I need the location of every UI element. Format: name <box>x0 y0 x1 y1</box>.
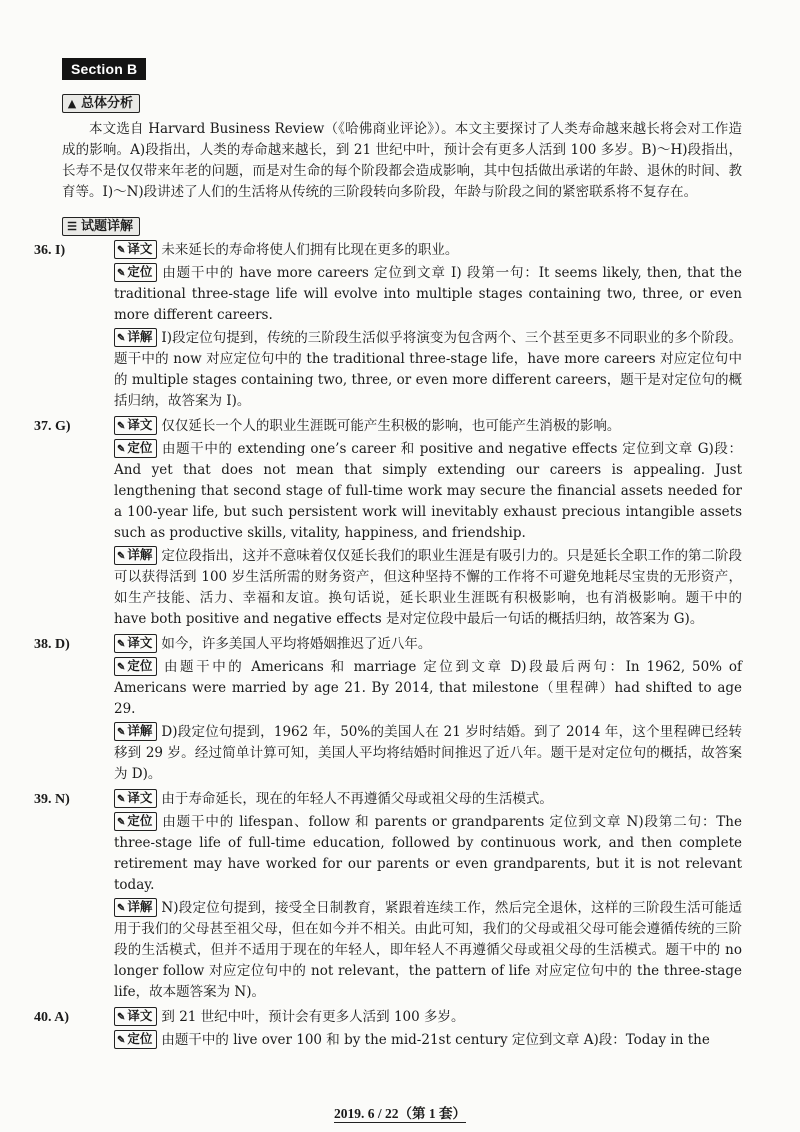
detail-row <box>114 328 742 412</box>
pencil-icon: ✎ <box>117 817 126 828</box>
question-item <box>34 1007 742 1051</box>
pencil-icon: ✎ <box>117 727 126 738</box>
question-item <box>34 634 742 785</box>
page-content <box>34 58 742 1051</box>
triangle-icon: ▲ <box>67 97 77 110</box>
translation-text: 由于寿命延长，现在的年轻人不再遵循父母或祖父母的生活模式。 <box>161 791 553 807</box>
overview-text: 本文选自 Harvard Business Review（《哈佛商业评论》）。本文主要探讨了人类寿命越来越长将会对工作造成的影响。A)段指出，人类的寿命越来越长，到 21 世纪中叶，预计会有更多人活到 100 多岁。B)～H)段指出，长寿不是仅仅带来年老的问题，而是对生命的每个阶段都会造成影响，其中包括做出承诺的年龄、退休的时间、教育等。I)～N)段讲述了人们的生活将从传统的三阶段转向多阶段，年龄与阶段之间的紧密联系将不复存在。 <box>62 121 742 200</box>
detail-text: N)段定位句提到，接受全日制教育，紧跟着连续工作，然后完全退休，这样的三阶段生活可能适用于我们的父母甚至祖父母，但在如今并不相关。由此可知，我们的父母或祖父母可能会遵循传统的三阶段的生活模式，但并不适用于现在的年轻人，即年轻人不再遵循父母或祖父母的生活模式。题干中的 no longer follow 对应定位句中的 not relevant，the pattern of life 对应定位句中的 the three-stage life，故本题答案为 N)。 <box>114 900 742 1000</box>
question-item <box>34 789 742 1003</box>
detail-text: 定位段指出，这并不意味着仅仅延长我们的职业生涯是有吸引力的。只是延长全职工作的第二阶段可以获得活到 100 岁生活所需的财务资产，但这种坚持不懈的工作将不可避免地耗尽宝贵的无形资产，如生产技能、活力、幸福和友谊。换句话说，延长职业生涯既有积极影响，也有消极影响。题干中的 have both positive and negative effects 是对定位段中最后一句话的概括归纳，故答案为 G)。 <box>114 548 742 627</box>
locate-tag: ✎ 定位 <box>114 439 157 458</box>
question-body <box>62 634 742 785</box>
translation-tag: ✎ 译文 <box>114 240 157 259</box>
translation-row <box>114 416 742 437</box>
translation-row <box>114 240 742 261</box>
translation-tag: ✎ 译文 <box>114 416 157 435</box>
locate-text: 由题干中的 have more careers 定位到文章 I) 段第一句：It seems likely, then, that the traditional three-stage life will evolve into multiple stages containing two, three, or even more different careers. <box>114 265 742 323</box>
translation-row <box>114 789 742 810</box>
locate-row <box>114 263 742 326</box>
question-number: 36. I) <box>34 243 66 258</box>
page-footer: 2019. 6 / 22（第 1 套） <box>333 1106 466 1121</box>
locate-text: 由题干中的 lifespan、follow 和 parents or grandparents 定位到文章 N)段第二句：The three-stage life of full-time education, followed by continuous work, and then complete retirement may have worked for our parents or even grandparents, but it is not relevant today. <box>114 814 742 893</box>
locate-row <box>114 1030 742 1051</box>
pencil-icon: ✎ <box>117 444 126 455</box>
detail-row <box>114 722 742 785</box>
detail-row <box>114 898 742 1003</box>
translation-tag: ✎ 译文 <box>114 634 157 653</box>
detail-text: I)段定位句提到，传统的三阶段生活似乎将演变为包含两个、三个甚至更多不同职业的多个阶段。题干中的 now 对应定位句中的 the traditional three-stage life，have more careers 对应定位句中的 multiple stages containing two, three, or even more different careers，题干是对定位句的概括归纳，故答案为 I)。 <box>114 330 742 409</box>
translation-text: 未来延长的寿命将使人们拥有比现在更多的职业。 <box>161 242 459 258</box>
question-list <box>34 240 742 1051</box>
translation-text: 仅仅延长一个人的职业生涯既可能产生积极的影响，也可能产生消极的影响。 <box>161 418 621 434</box>
translation-text: 到 21 世纪中叶，预计会有更多人活到 100 多岁。 <box>161 1009 465 1025</box>
detail-tag: ✎ 详解 <box>114 722 157 741</box>
locate-tag: ✎ 定位 <box>114 263 157 282</box>
section-label: Section B <box>62 58 146 80</box>
detail-row <box>114 546 742 630</box>
pencil-icon: ✎ <box>117 333 126 344</box>
question-number: 40. A) <box>34 1010 69 1025</box>
detail-tag: ✎ 详解 <box>114 328 157 347</box>
pencil-icon: ✎ <box>117 1035 126 1046</box>
pencil-icon: ✎ <box>117 268 126 279</box>
translation-text: 如今，许多美国人平均将婚姻推迟了近八年。 <box>161 636 432 652</box>
pencil-icon: ✎ <box>117 639 126 650</box>
locate-text: 由题干中的 Americans 和 marriage 定位到文章 D)段最后两句：In 1962, 50% of Americans were married by age 21. By 2014, that milestone（里程碑）had shifted to age 29. <box>114 659 742 717</box>
question-body <box>62 1007 742 1051</box>
locate-tag: ✎ 定位 <box>114 1030 157 1049</box>
detail-text: D)段定位句提到，1962 年，50%的美国人在 21 岁时结婚。到了 2014 年，这个里程碑已经转移到 29 岁。经过简单计算可知，美国人平均将结婚时间推迟了近八年。题干是对定位句的概括，故答案为 D)。 <box>114 724 742 782</box>
overview-heading: ▲ 总体分析 <box>62 94 140 113</box>
locate-row <box>114 812 742 896</box>
translation-row <box>114 1007 742 1028</box>
question-body <box>62 240 742 412</box>
detail-tag: ✎ 详解 <box>114 546 157 565</box>
locate-tag: ✎ 定位 <box>114 657 157 676</box>
question-number: 38. D) <box>34 637 70 652</box>
pencil-icon: ✎ <box>117 662 126 673</box>
locate-row <box>114 439 742 544</box>
pencil-icon: ✎ <box>117 421 126 432</box>
question-item <box>34 240 742 412</box>
locate-tag: ✎ 定位 <box>114 812 157 831</box>
locate-row <box>114 657 742 720</box>
pencil-icon: ✎ <box>117 245 126 256</box>
locate-text: 由题干中的 live over 100 和 by the mid-21st century 定位到文章 A)段：Today in the <box>161 1032 710 1048</box>
translation-tag: ✎ 译文 <box>114 789 157 808</box>
question-number: 39. N) <box>34 792 70 807</box>
translation-tag: ✎ 译文 <box>114 1007 157 1026</box>
question-body <box>62 416 742 630</box>
pencil-icon: ✎ <box>117 794 126 805</box>
translation-row <box>114 634 742 655</box>
detail-tag: ✎ 详解 <box>114 898 157 917</box>
question-number: 37. G) <box>34 419 71 434</box>
list-icon: ☰ <box>67 220 77 233</box>
locate-text: 由题干中的 extending one’s career 和 positive and negative effects 定位到文章 G)段：And yet that does not mean that simply extending our careers is appealing. Just lengthening that second stage of full-time work may secure the financial assets needed for a 100-year life, but such persistent work will inevitably exhaust precious intangible assets such as productive skills, vitality, happiness, and friendship. <box>114 441 742 541</box>
question-body <box>62 789 742 1003</box>
question-item <box>34 416 742 630</box>
details-heading: ☰ 试题详解 <box>62 217 140 236</box>
pencil-icon: ✎ <box>117 903 126 914</box>
pencil-icon: ✎ <box>117 1012 126 1023</box>
pencil-icon: ✎ <box>117 551 126 562</box>
